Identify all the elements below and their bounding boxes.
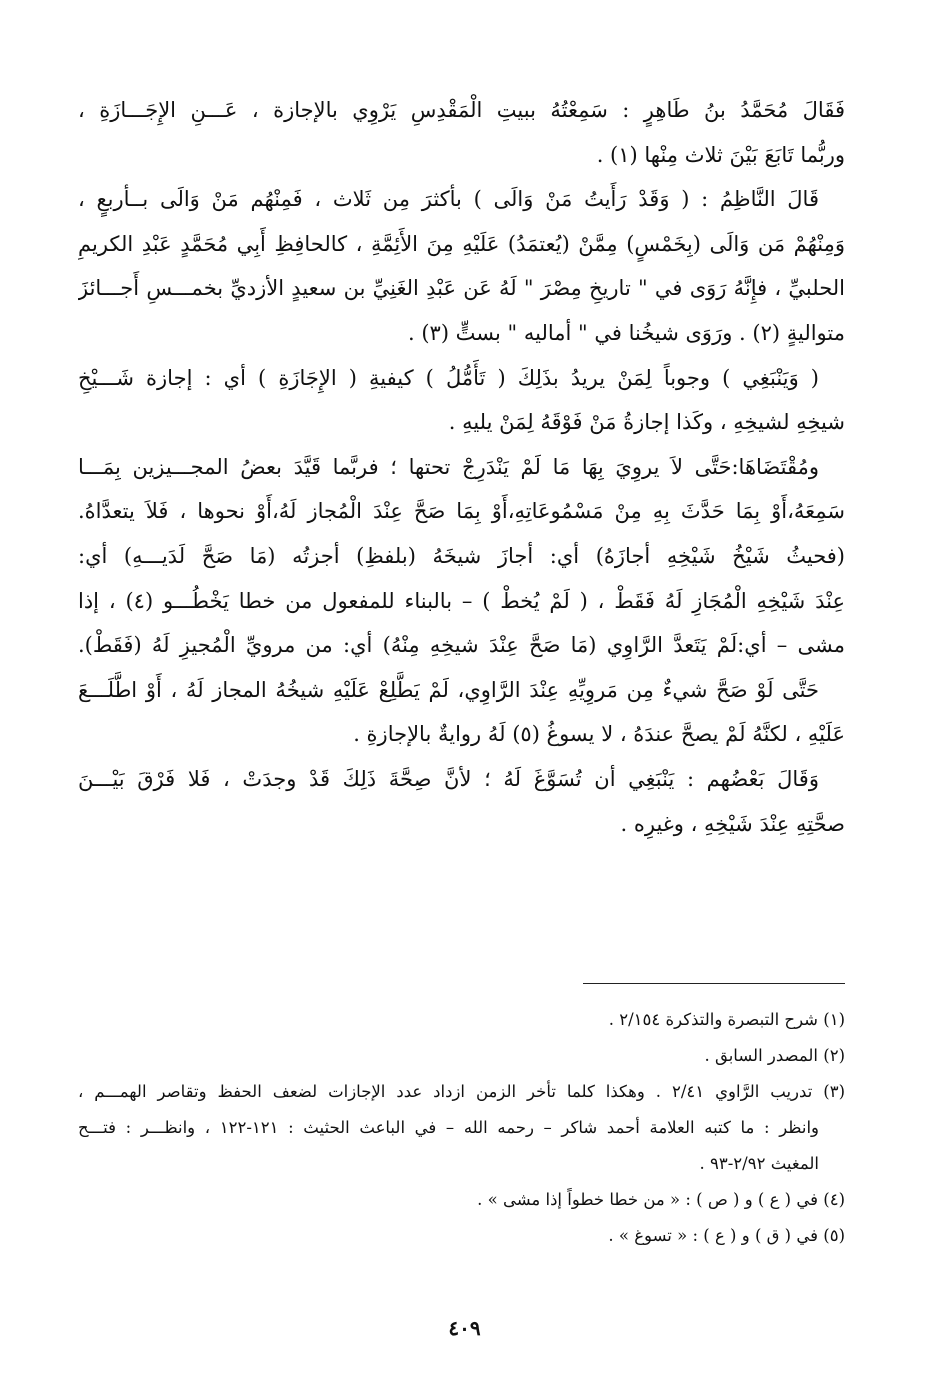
footnote-separator (583, 983, 845, 984)
footnote-3-continued: وانظر : ما كتبه العلامة أحمد شاكر – رحمه الله – في الباعث الحثيث : ١٢١-١٢٢ ، وانظـــر : فتـــح (78, 1118, 819, 1137)
footnote-3: (٣) تدريب الرَّاوي ٢/٤١ . وهكذا كلما تأخر الزمن ازداد عدد الإجازات لضعف الحفظ وتقاصر الهمـــم ، (78, 1082, 845, 1101)
body-line-17: صحَّتِهِ عِنْدَ شَيْخِهِ ، وغيرِه . (620, 811, 845, 836)
body-line-6: متواليةٍ (٢) . ورَوَى شيخُنا في " أماليه " بستٍّ (٣) . (407, 320, 845, 345)
footnotes (78, 1002, 845, 1254)
body-line-9: ومُقْتَضَاهَا:حَتَّى لاَ يروِيَ بِهَا مَا لَمْ يَنْدَرِجْ تحتها ؛ فربَّما قَيَّدَ بعضُ المجـــيزين بِمَـــا (78, 454, 819, 479)
body-line-10: سَمِعَهُ،أَوْ بِمَا حَدَّثَ بِهِ مِنْ مَسْمُوعَاتِهِ،أَوْ بِمَا صَحَّ عِنْدَ الْمُجاز لَهُ،أَوْ نحوها ، فَلاَ يتعدَّاهُ. (78, 499, 845, 524)
footnote-3-end: المغيث ٢/٩٢-٩٣ . (699, 1154, 819, 1173)
body-line-2: وربُّما تَابَعَ بَيْنَ ثلاث مِنْها (١) . (596, 142, 845, 167)
body-line-16: وَقَالَ بَعْضُهم : يَنْبَغِي أن تُسَوَّغَ لَهُ ؛ لأنَّ صِحَّةَ ذَلِكَ قَدْ وجدَتْ ، فَلا فَرْقَ بَيْـــنَ (78, 766, 819, 791)
footnote-2: (٢) المصدر السابق . (704, 1046, 845, 1065)
body-line-5: الحلبيِّ ، فإِنَّهُ رَوَى في " تاريخِ مِصْرَ " لَهُ عَن عَبْدِ الغَنِيِّ بن سعيدٍ الأزديِّ بخمـــسِ أَجـــائزَ (78, 276, 845, 301)
body-line-4: وَمِنْهُمْ مَن وَالَى (بِخَمْسٍ) مِمَّنْ (يُعتمَدُ) عَلَيْهِ مِنَ الأَئِمَّةِ ، كالحافِظِ أَبِي مُحَمَّدٍ عَبْدِ الكريمِ (78, 231, 845, 256)
body-line-12: عِنْدَ شَيْخِهِ الْمُجَازِ لَهُ فَقَطْ ، ( لَمْ يُخطْ ) – بالبناء للمفعول من خطا يَخْطُـــو (٤) ، إذا (78, 588, 845, 613)
body-line-7: ( وَيَنْبَغِي ) وجوباً لِمَنْ يريدُ بذَلِكَ ( تَأَمُّلُ ) كيفيةِ ( الإِجَازَةِ ) أي : إجازة شَـــيْخِ (78, 365, 819, 390)
body-line-11: (فحيثُ شَيْخُ شَيْخِهِ أجازَهُ) أي: أجازَ شيخَهُ (بلفظِ) أجزتُه (مَا صَحَّ لَدَيـــهِ) أي: (78, 543, 845, 568)
body-line-14: حَتَّى لَوْ صَحَّ شيءٌ مِن مَروِيِّهِ عِنْدَ الرَّاوِي، لَمْ يَطَّلِعْ عَلَيْهِ شيخُهُ المجاز لَهُ ، أَوْ اطَّلَـــعَ (78, 677, 819, 702)
footnote-5: (٥) في ( ق ) و ( ع ) : « تسوغ » . (608, 1226, 845, 1245)
body-line-1: فَقَالَ مُحَمَّدُ بنُ طَاهِرٍ : سَمِعْتُهُ ببيتِ الْمَقْدِسِ يَرْوِي بالإجازة ، عَـــنِ الإِجَـــازَةِ ، (78, 98, 845, 122)
footnote-4: (٤) في ( ع ) و ( ص ) : « من خطا خطواً إذا مشى » . (477, 1190, 845, 1209)
body-line-13: مشى – أي:لَمْ يَتَعدَّ الرَّاوِي (مَا صَحَّ عِنْدَ شيخِهِ مِنْهُ) أي: من مرويِّ الْمُجيزِ لَهُ (فَقَطْ). (78, 633, 845, 658)
body-line-3: قَالَ النَّاظِمُ : ( وَقَدْ رَأَيتُ مَنْ وَالَى ) بأكثرَ مِن ثَلاث ، فَمِنْهُم مَنْ وَالَى بــأربعٍ ، (78, 187, 819, 212)
footnote-1: (١) شرح التبصرة والتذكرة ٢/١٥٤ . (608, 1010, 845, 1029)
body-line-15: عَلَيْهِ ، لكنَّهُ لَمْ يصحَّ عندَهُ ، لا يسوغُ (٥) لَهُ روايةٌ بالإجازةِ . (353, 722, 845, 747)
page-number: ٤٠٩ (448, 1316, 481, 1340)
body-line-8: شيخِهِ لشيخِهِ ، وكَذا إجازةُ مَنْ فَوْقَهُ لِمَنْ يليهِ . (448, 410, 845, 435)
main-text (78, 88, 845, 846)
